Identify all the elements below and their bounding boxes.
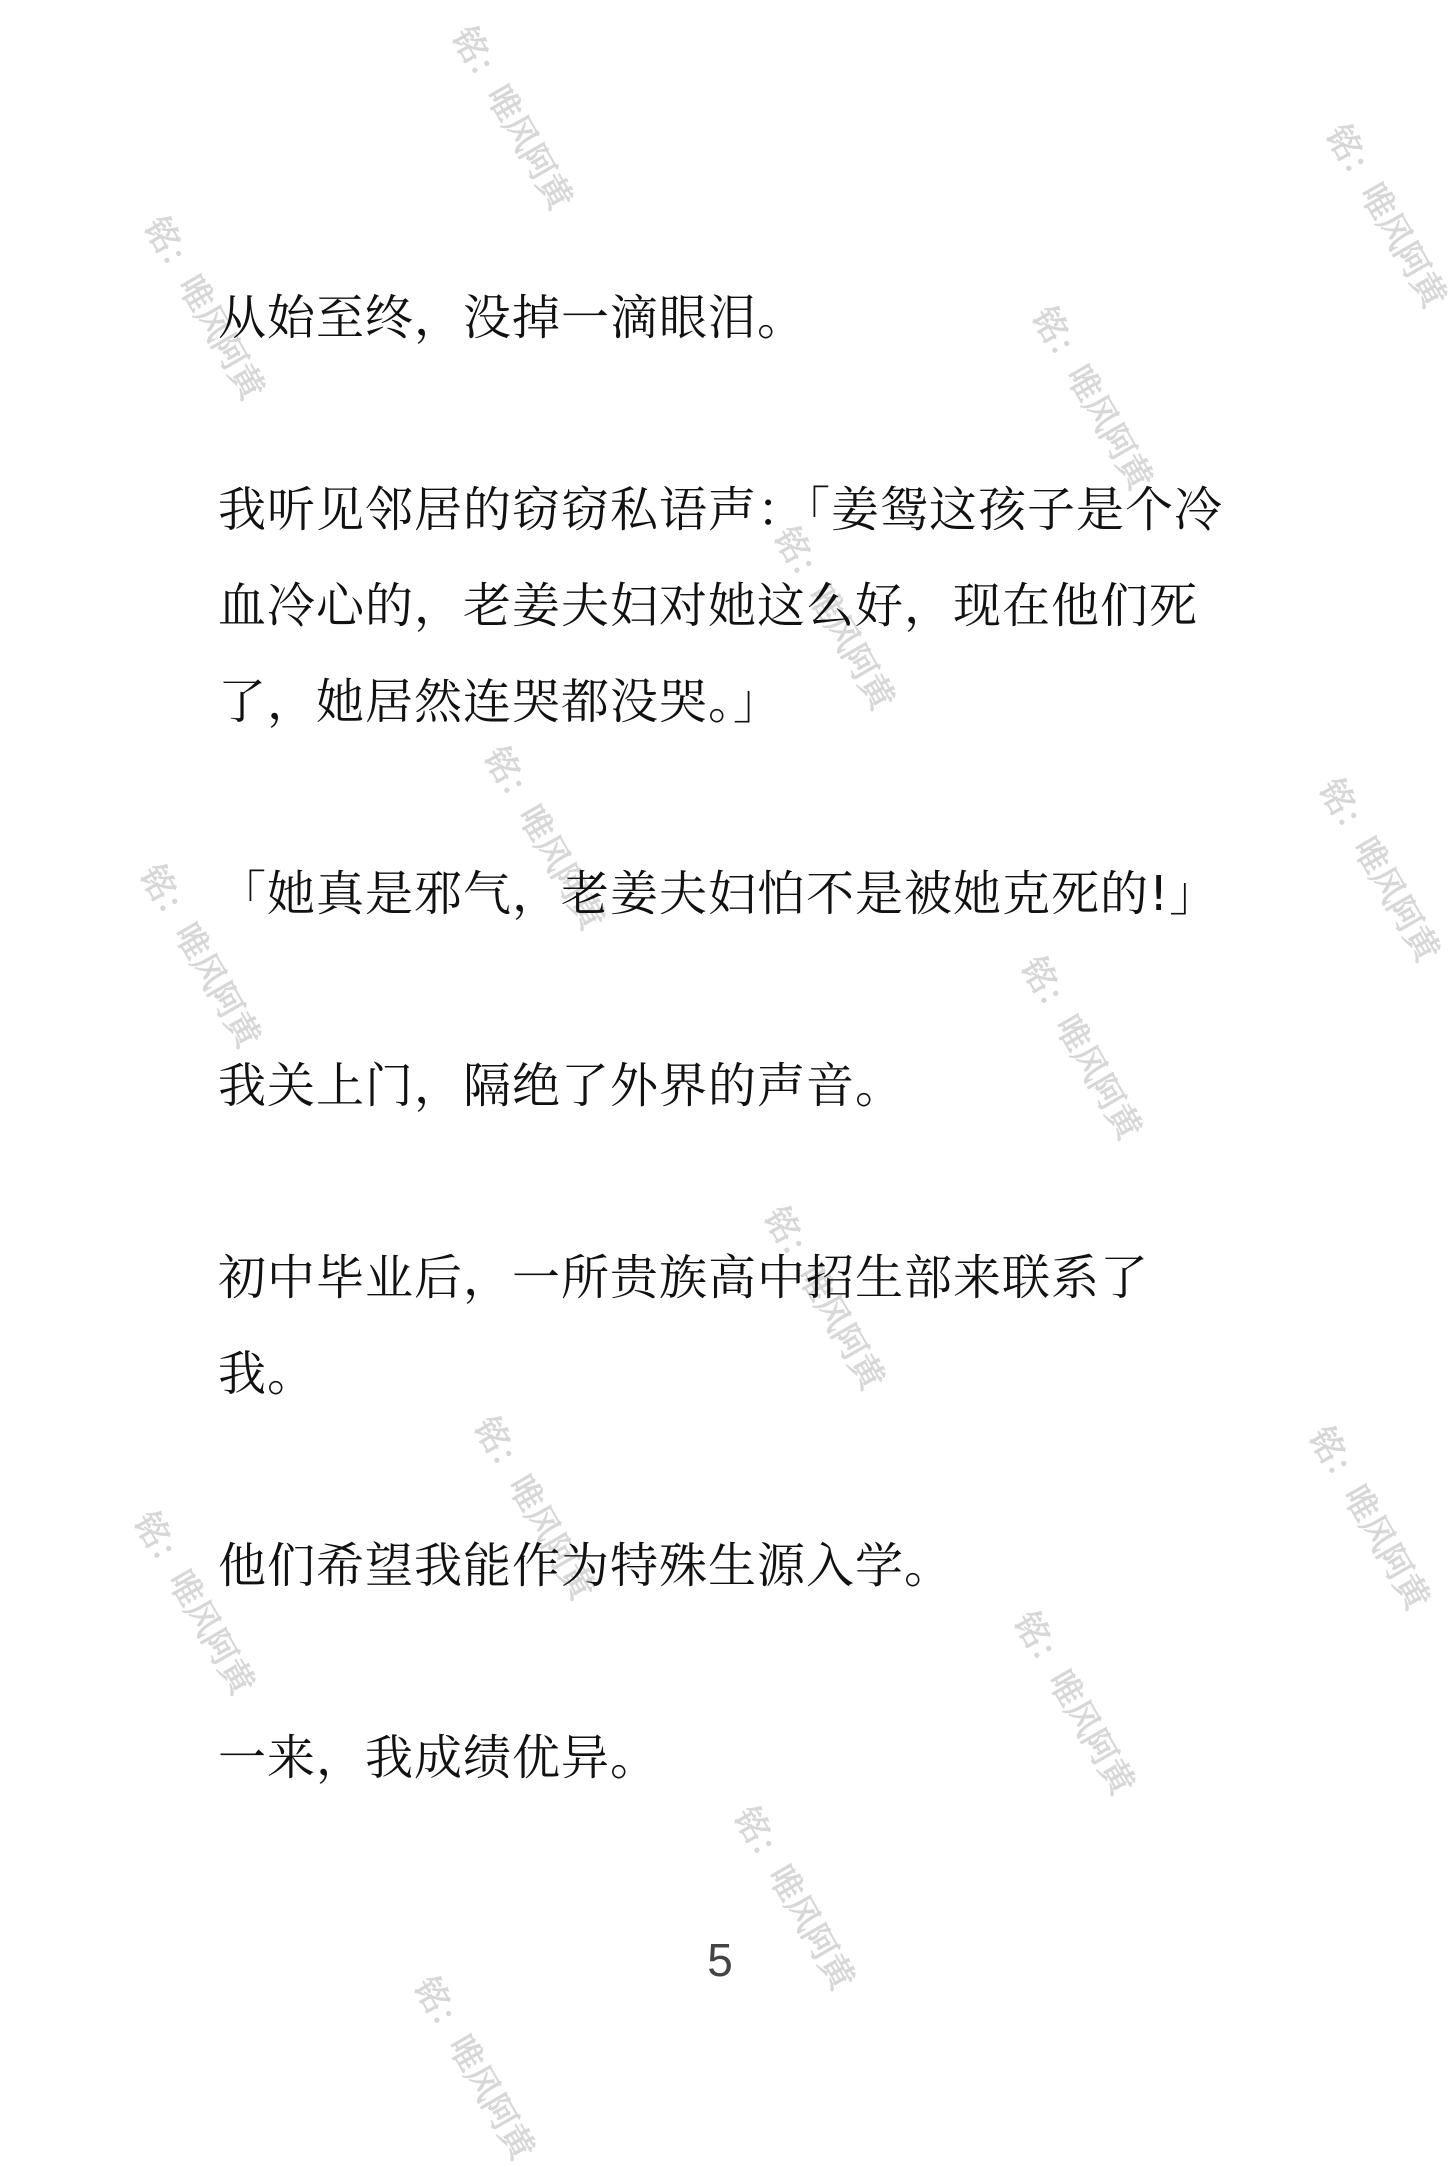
watermark: 铭：唯风阿黄 — [1005, 1605, 1142, 1802]
watermark: 铭：唯风阿黄 — [1317, 118, 1454, 315]
page-number: 5 — [707, 1934, 733, 1986]
paragraph: 从始至终，没掉一滴眼泪。 — [218, 290, 807, 346]
watermark: 铭：唯风阿黄 — [443, 20, 580, 217]
paragraph: 我关上门，隔绝了外界的声音。 — [218, 1058, 905, 1114]
watermark: 铭：唯风阿黄 — [135, 210, 272, 407]
watermark: 铭：唯风阿黄 — [131, 858, 268, 1055]
watermark: 铭：唯风阿黄 — [465, 1410, 602, 1607]
paragraph: 他们希望我能作为特殊生源入学。 — [218, 1538, 954, 1594]
watermark: 铭：唯风阿黄 — [405, 1970, 542, 2167]
paragraph: 我听见邻居的窃窃私语声：「姜鸳这孩子是个冷血冷心的，老姜夫妇对她这么好，现在他们死了，她居然连哭都没哭。」 — [218, 482, 1224, 730]
watermark: 铭：唯风阿黄 — [765, 520, 902, 717]
watermark: 铭：唯风阿黄 — [475, 740, 612, 937]
watermark: 铭：唯风阿黄 — [1310, 772, 1447, 969]
watermark: 铭：唯风阿黄 — [1023, 300, 1160, 497]
watermark: 铭：唯风阿黄 — [1012, 950, 1149, 1147]
paragraph: 初中毕业后，一所贵族高中招生部来联系了我。 — [218, 1250, 1150, 1402]
watermark: 铭：唯风阿黄 — [1300, 1420, 1437, 1617]
text-body — [218, 270, 1228, 1806]
paragraph: 一来，我成绩优异。 — [218, 1730, 660, 1786]
watermark: 铭：唯风阿黄 — [725, 1800, 862, 1997]
paragraph: 「她真是邪气，老姜夫妇怕不是被她克死的!」 — [218, 866, 1219, 922]
watermark: 铭：唯风阿黄 — [755, 1200, 892, 1397]
watermark: 铭：唯风阿黄 — [125, 1505, 263, 1702]
